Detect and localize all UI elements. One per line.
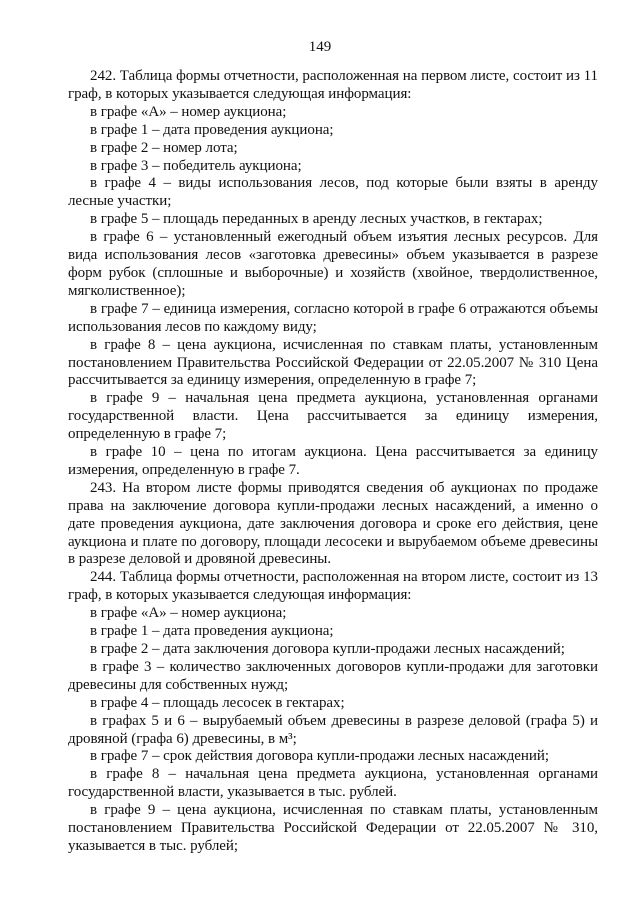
list-item: в графе 9 – начальная цена предмета аукциона, установленная органами государственной власти. Цена рассчитывается за единицу измерения, определенную в графе 7; bbox=[68, 390, 598, 443]
paragraph-243: 243. На втором листе формы приводятся сведения об аукционах по продаже права на заключение договора купли-продажи лесных насаждений, а именно о дате проведения аукциона, дате заключения договора и сроке его действия, цене аукциона и плате по договору, площади лесосеки и вырубаемом объеме древесины в разрезе деловой и дровяной древесины. bbox=[68, 479, 598, 568]
list-item: в графе 2 – дата заключения договора купли-продажи лесных насаждений; bbox=[90, 641, 565, 657]
list-item: в графе 1 – дата проведения аукциона; bbox=[90, 121, 334, 138]
list-item: в графе 2 – номер лота; bbox=[90, 139, 238, 156]
page-number: 149 bbox=[308, 39, 332, 55]
list-item: в графе 4 – виды использования лесов, под которые были взяты в аренду лесные участки; bbox=[68, 175, 598, 210]
list-item: в графе «А» – номер аукциона; bbox=[90, 103, 287, 120]
list-item: в графе 7 – единица измерения, согласно которой в графе 6 отражаются объемы использования лесов по каждому виду; bbox=[68, 300, 598, 335]
list-item: в графе 4 – площадь лесосек в гектарах; bbox=[90, 694, 345, 711]
list-item: в графе 1 – дата проведения аукциона; bbox=[90, 623, 334, 640]
list-item: в графах 5 и 6 – вырубаемый объем древесины в разрезе деловой (графа 5) и дровяной (графа 6) древесины, в м³; bbox=[68, 712, 598, 747]
paragraph-244: 244. Таблица формы отчетности, расположенная на втором листе, состоит из 13 граф, в которых указывается следующая информация: bbox=[68, 569, 598, 604]
list-item: в графе 7 – срок действия договора купли-продажи лесных насаждений; bbox=[90, 748, 549, 765]
list-item: в графе «А» – номер аукциона; bbox=[90, 605, 287, 622]
list-item: в графе 8 – цена аукциона, исчисленная по ставкам платы, установленным постановлением Правительства Российской Федерации от 22.05.2007 № 310 Цена рассчитывается за единицу измерения, определенную в графе 7; bbox=[68, 336, 598, 389]
document-body bbox=[68, 68, 598, 856]
list-item: в графе 8 – начальная цена предмета аукциона, установленная органами государственной власти, указывается в тыс. рублей. bbox=[68, 766, 598, 801]
paragraph-242: 242. Таблица формы отчетности, расположенная на первом листе, состоит из 11 граф, в которых указывается следующая информация: bbox=[68, 68, 598, 102]
list-item: в графе 3 – победитель аукциона; bbox=[90, 157, 302, 174]
list-item: в графе 10 – цена по итогам аукциона. Цена рассчитывается за единицу измерения, определенную в графе 7. bbox=[68, 444, 598, 478]
list-item: в графе 9 – цена аукциона, исчисленная по ставкам платы, установленным постановлением Правительства Российской Федерации от 22.05.2007 № 310, указывается в тыс. рублей; bbox=[68, 802, 598, 854]
list-item: в графе 5 – площадь переданных в аренду лесных участков, в гектарах; bbox=[90, 211, 543, 228]
list-item: в графе 6 – установленный ежегодный объем изъятия лесных ресурсов. Для вида использования лесов «заготовка древесины» объем указывается в разрезе форм рубок (сплошные и выборочные) и хозяйств (хвойное, твердолиственное, мягколиственное); bbox=[68, 229, 598, 299]
list-item: в графе 3 – количество заключенных договоров купли-продажи для заготовки древесины для собственных нужд; bbox=[68, 658, 598, 693]
